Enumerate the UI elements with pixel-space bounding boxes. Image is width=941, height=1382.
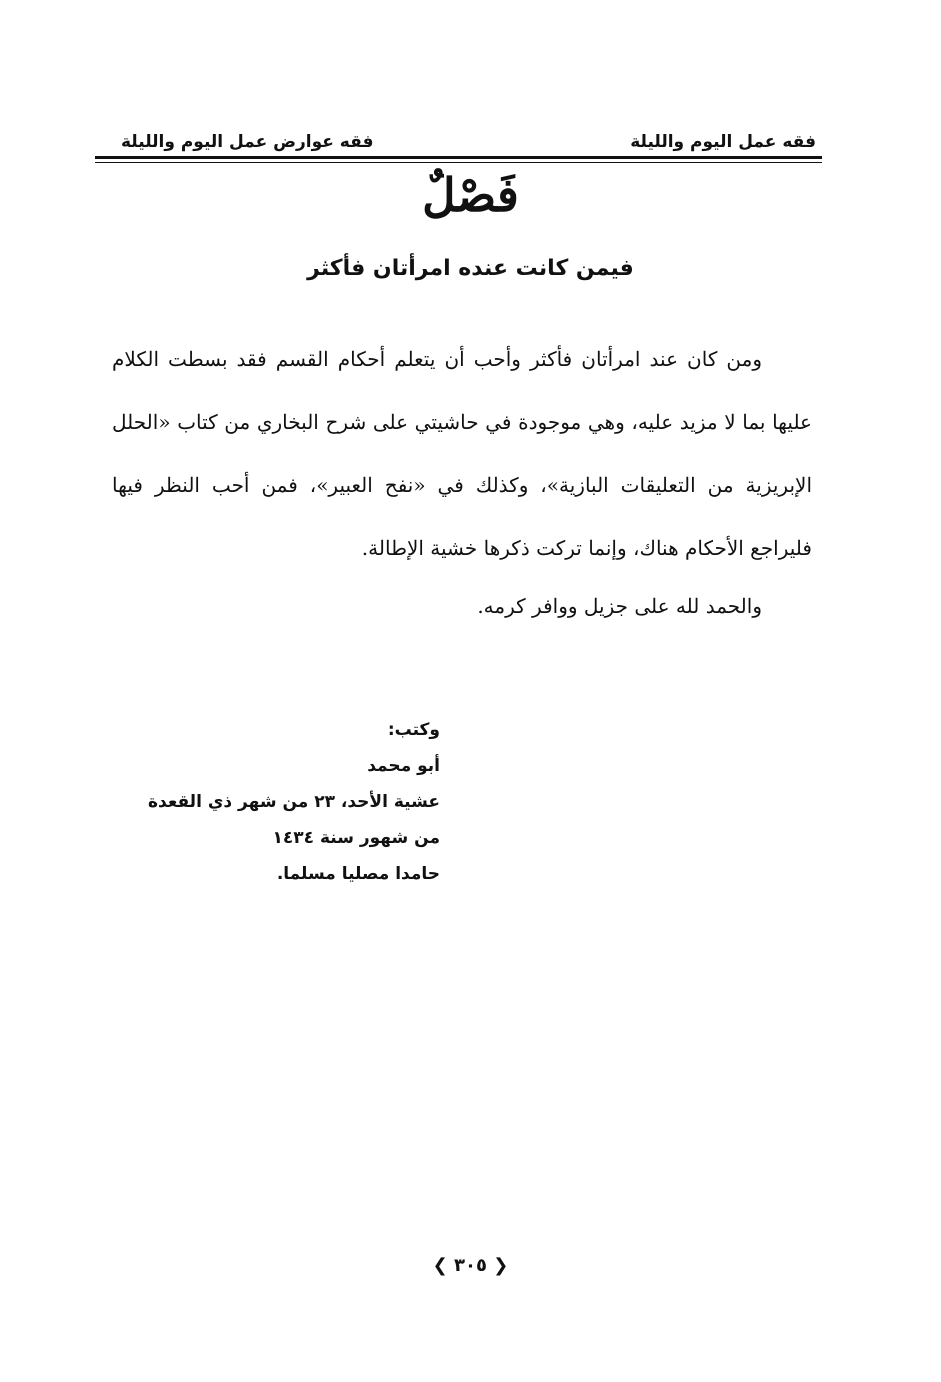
section-heading: فيمن كانت عنده امرأتان فأكثر	[307, 256, 634, 281]
signature-wrote: وكتب:	[387, 720, 440, 740]
closing-line: والحمد لله على جزيل ووافر كرمه.	[477, 594, 762, 618]
header-chapter-title: فقه عوارض عمل اليوم والليلة	[121, 132, 374, 152]
signature-year: من شهور سنة ١٤٣٤	[272, 828, 440, 848]
header-rule-thin	[95, 162, 822, 163]
section-label: فَصْلٌ	[422, 168, 519, 222]
body-text	[112, 328, 812, 580]
running-header	[95, 128, 820, 156]
signature-author: أبو محمد	[367, 756, 440, 776]
right-ornament-icon: ❯	[493, 1255, 509, 1276]
signature-block	[100, 712, 440, 892]
page-number-footer	[0, 1255, 941, 1276]
page-number: ٣٠٥	[454, 1255, 487, 1276]
header-rule	[95, 156, 822, 159]
header-book-title: فقه عمل اليوم والليلة	[630, 132, 816, 152]
left-ornament-icon: ❮	[432, 1255, 448, 1276]
body-paragraph: ومن كان عند امرأتان فأكثر وأحب أن يتعلم أحكام القسم فقد بسطت الكلام عليها بما لا مزيد عليه، وهي موجودة في حاشيتي على شرح البخاري من كتاب «الحلل الإبريزية من التعليقات البازية»، وكذلك في «نفح العبير»، فمن أحب النظر فيها فليراجع الأحكام هناك، وإنما تركت ذكرها خشية الإطالة.	[112, 347, 812, 560]
signature-date: عشية الأحد، ٢٣ من شهر ذي القعدة	[148, 792, 440, 812]
signature-ending: حامدا مصليا مسلما.	[276, 864, 440, 884]
